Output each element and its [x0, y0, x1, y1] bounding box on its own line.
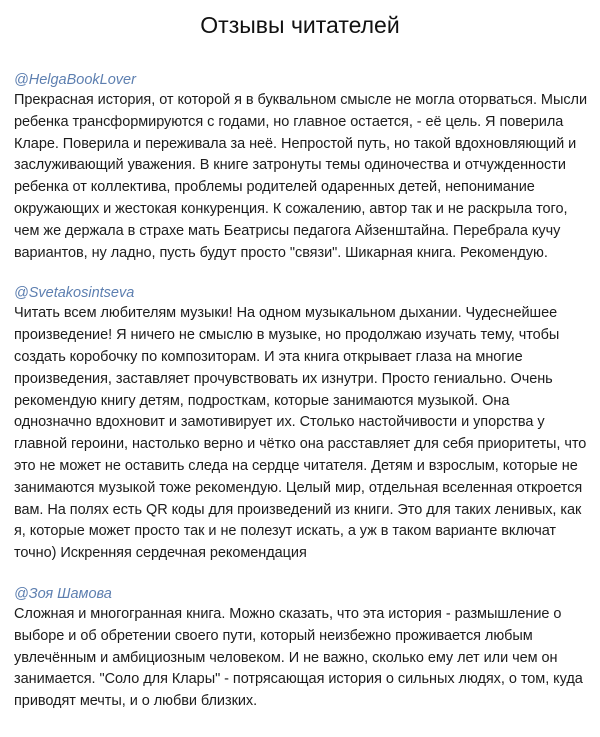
- review-item: [14, 584, 588, 713]
- review-text: Сложная и многогранная книга. Можно сказать, что эта история - размышление о выборе и об обретении своего пути, который неизбежно проживается любым увлечённым и амбициозным человеком. И не важно, сколько ему лет или чем он занимается. "Соло для Клары" - потрясающая история о сильных людях, о том, куда приводят мечты, и о любви близких.: [14, 605, 583, 710]
- page-title: Отзывы читателей: [200, 12, 400, 38]
- review-author[interactable]: @HelgaBookLover: [14, 72, 136, 88]
- review-item: [14, 70, 588, 264]
- review-text: Прекрасная история, от которой я в буквальном смысле не могла оторваться. Мысли ребенка трансформируются с годами, но главное остается, - её цель. Я поверила Кларе. Поверила и переживала за неё. Непростой путь, но такой вдохновляющий и заслуживающий уважения. В книге затронуты темы одиночества и отчужденности ребенка от коллектива, проблемы родителей одаренных детей, непонимание окружающих и жестокая конкуренция. К сожалению, автор так и не раскрыла того, чем же держала в страхе мать Беатрисы педагога Айзенштайна. Перебрала кучу вариантов, ну ладно, пусть будут просто "связи". Шикарная книга. Рекомендую.: [14, 92, 587, 261]
- review-author[interactable]: @Svetakosintseva: [14, 285, 135, 302]
- review-author[interactable]: @Зоя Шамова: [14, 585, 112, 602]
- review-text: Читать всем любителям музыки! На одном музыкальном дыхании. Чудеснейшее произведение! Я ничего не смыслю в музыке, но продолжаю изучать тему, чтобы создать коробочку по композиторам. И эта книга открывает глаза на многие произведения, заставляет прочувствовать их изнутри. Просто гениально. Очень рекомендую книгу детям, подросткам, которые занимаются музыкой. Она однозначно вдохновит и замотивирует их. Столько настойчивости и упорства у главной героини, настолько верно и чётко она расставляет для себя приоритеты, что это не может не оставить следа на сердце читателя. Детям и взрослым, которые не занимаются музыкой тоже рекомендую. Целый мир, отдельная вселенная откроется вам. На полях есть QR коды для произведений из книги. Это для таких ленивых, как я, которые может просто так и не полезут искать, а уж в таком варианте включат точно) Искренняя сердечная рекомендация: [14, 305, 587, 562]
- reviews-list: [14, 70, 588, 713]
- review-item: [14, 283, 588, 565]
